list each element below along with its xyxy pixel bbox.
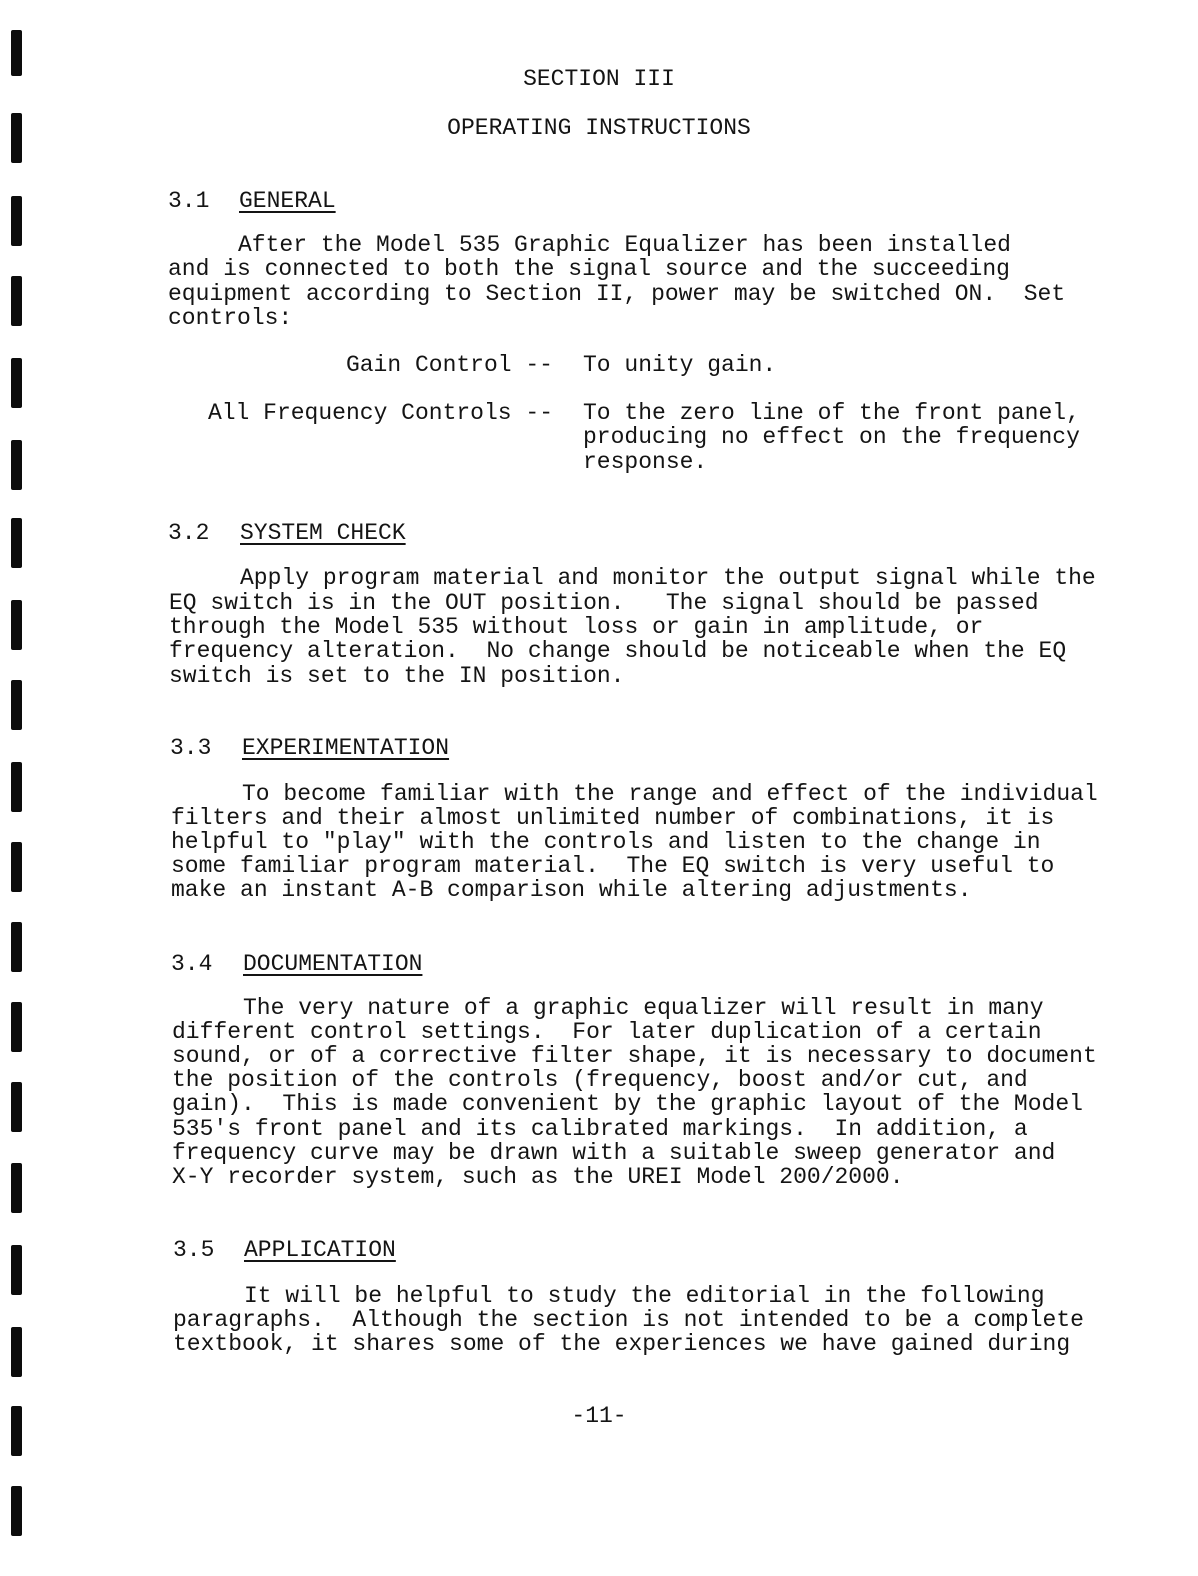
binder-hole <box>11 518 22 568</box>
section-number: 3.5 <box>173 1237 215 1263</box>
binder-hole <box>11 1163 22 1213</box>
paragraph-line: After the Model 535 Graphic Equalizer has been installed <box>238 232 1011 258</box>
paragraph-line: frequency curve may be drawn with a suitable sweep generator and <box>172 1140 1056 1166</box>
paragraph-line: textbook, it shares some of the experiences we have gained during <box>173 1331 1071 1357</box>
section-heading: GENERAL <box>239 188 336 214</box>
section-number: 3.2 <box>168 520 210 546</box>
paragraph-line: some familiar program material. The EQ switch is very useful to <box>171 853 1055 879</box>
paragraph-line: paragraphs. Although the section is not intended to be a complete <box>173 1307 1084 1333</box>
control-setting: To unity gain. <box>583 352 777 378</box>
paragraph-line: 535's front panel and its calibrated markings. In addition, a <box>172 1116 1028 1142</box>
paragraph-line: frequency alteration. No change should be noticeable when the EQ <box>169 638 1067 664</box>
section-number: 3.3 <box>170 735 212 761</box>
paragraph-line: EQ switch is in the OUT position. The signal should be passed <box>169 590 1039 616</box>
binder-hole <box>11 1002 22 1052</box>
binder-hole <box>11 1486 22 1536</box>
binder-hole <box>11 440 22 490</box>
binder-hole <box>11 1327 22 1377</box>
section-label: SECTION III <box>523 66 675 92</box>
binder-hole <box>11 762 22 812</box>
paragraph-line: different control settings. For later duplication of a certain <box>172 1019 1042 1045</box>
paragraph-line: make an instant A-B comparison while altering adjustments. <box>171 877 972 903</box>
page-number: -11- <box>571 1403 627 1429</box>
binder-hole <box>11 196 22 246</box>
paragraph-line: through the Model 535 without loss or gain in amplitude, or <box>169 614 984 640</box>
section-heading: APPLICATION <box>244 1237 396 1263</box>
section-heading: DOCUMENTATION <box>243 951 423 977</box>
control-setting: response. <box>583 449 708 475</box>
paragraph-line: filters and their almost unlimited number of combinations, it is <box>171 805 1055 831</box>
section-heading: SYSTEM CHECK <box>240 520 406 546</box>
binder-hole <box>11 276 22 326</box>
paragraph-line: To become familiar with the range and effect of the individual <box>242 781 1098 807</box>
paragraph-line: equipment according to Section II, power may be switched ON. Set <box>168 281 1066 307</box>
binder-hole <box>11 1082 22 1132</box>
binder-hole <box>11 1245 22 1295</box>
binder-hole <box>11 680 22 730</box>
control-label: All Frequency Controls -- <box>207 400 553 426</box>
binder-hole <box>11 358 22 408</box>
section-number: 3.4 <box>171 951 213 977</box>
paragraph-line: and is connected to both the signal source and the succeeding <box>168 256 1010 282</box>
binder-hole <box>11 842 22 892</box>
paragraph-line: helpful to "play" with the controls and listen to the change in <box>171 829 1041 855</box>
control-setting: To the zero line of the front panel, <box>583 400 1080 426</box>
control-label: Gain Control -- <box>345 352 553 378</box>
paragraph-line: The very nature of a graphic equalizer will result in many <box>243 995 1044 1021</box>
paragraph-line: X-Y recorder system, such as the UREI Model 200/2000. <box>172 1164 904 1190</box>
paragraph-line: switch is set to the IN position. <box>169 663 625 689</box>
binder-hole <box>11 922 22 972</box>
paragraph-line: It will be helpful to study the editorial in the following <box>244 1283 1045 1309</box>
paragraph-line: controls: <box>168 305 293 331</box>
binder-hole <box>11 600 22 650</box>
paragraph-line: sound, or of a corrective filter shape, it is necessary to document <box>172 1043 1097 1069</box>
paragraph-line: Apply program material and monitor the output signal while the <box>240 565 1096 591</box>
section-number: 3.1 <box>168 188 210 214</box>
paragraph-line: gain). This is made convenient by the graphic layout of the Model <box>172 1091 1083 1117</box>
paragraph-line: the position of the controls (frequency, boost and/or cut, and <box>172 1067 1028 1093</box>
section-heading: EXPERIMENTATION <box>242 735 450 761</box>
control-setting: producing no effect on the frequency <box>583 424 1080 450</box>
page-title: OPERATING INSTRUCTIONS <box>447 115 751 141</box>
